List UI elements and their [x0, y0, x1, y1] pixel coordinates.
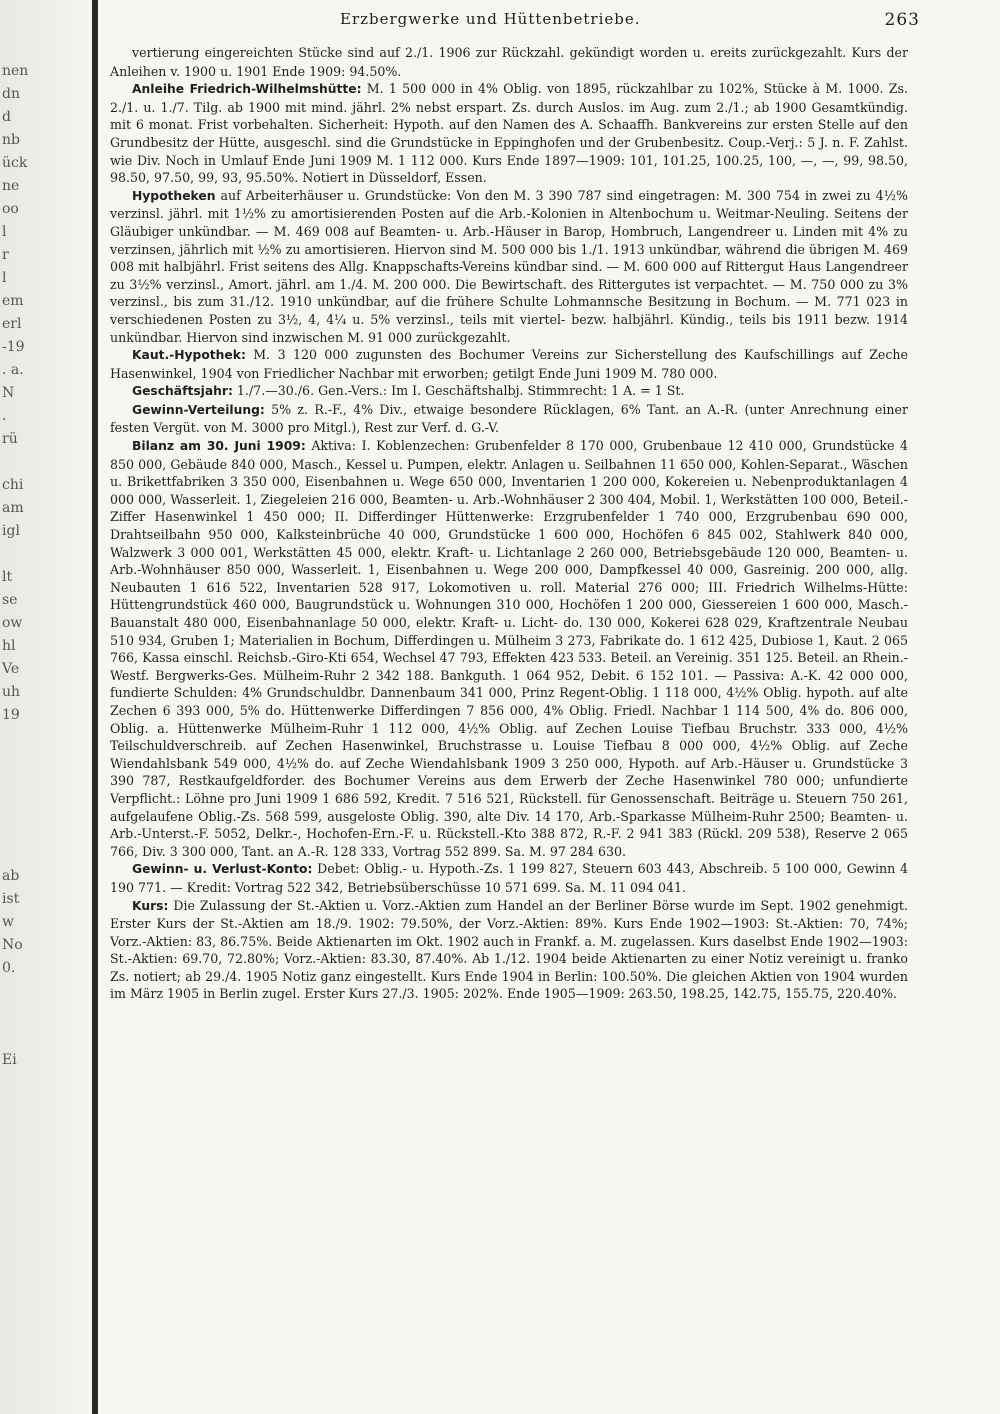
edge-fragment [2, 1095, 68, 1118]
edge-fragment: uh [2, 684, 21, 700]
edge-fragment: ist [2, 891, 20, 907]
edge-fragment: ück [2, 155, 28, 171]
edge-fragment: lt [2, 569, 13, 585]
section-heading: Gewinn- u. Verlust-Konto: [132, 862, 313, 877]
edge-fragment: chi [2, 477, 24, 493]
section-heading: Gewinn-Verteilung: [132, 402, 265, 417]
paragraph: Kurs: Die Zulassung der St.-Aktien u. Vorz.-Aktien zum Handel an der Berliner Börse wurde im Sept. 1902 genehmigt. Erster Kurs der St.-Aktien am 18./9. 1902: 79.50%, der Vorz.-Aktien: 89%. Kurs Ende 1902—1903: St.-Aktien: 70, 74%; Vorz.-Aktien: 83, 86.75%. Beide Aktienarten im Okt. 1902 auch in Frankf. a. M. zugelassen. Kurs daselbst Ende 1902—1903: St.-Aktien: 69.70, 72.80%; Vorz.-Aktien: 83.30, 87.40%. Ab 1./12. 1904 beide Aktienarten zu einer Notiz vereinigt u. franko Zs. notiert; ab 29./4. 1905 Notiz ganz eingestellt. Kurs Ende 1904 in Berlin: 100.50%. Die gleichen Aktien von 1904 wurden im März 1905 in Berlin zugel. Erster Kurs 27./3. 1905: 202%. Ende 1905—1909: 263.50, 198.25, 142.75, 155.75, 220.40%. [110, 897, 908, 1002]
edge-fragment: se [2, 592, 18, 608]
edge-fragment [2, 543, 68, 566]
edge-fragment: dn [2, 86, 20, 102]
edge-fragment: w [2, 914, 14, 930]
edge-fragment [2, 750, 68, 773]
facing-page-fragments [2, 60, 68, 1164]
edge-fragment [2, 842, 68, 865]
section-heading: Hypotheken [132, 188, 216, 203]
edge-fragment [2, 1003, 68, 1026]
paragraph: Gewinn-Verteilung: 5% z. R.-F., 4% Div., etwaige besondere Rücklagen, 6% Tant. an A.-R. (unter Anrechnung einer festen Vergüt. von M. 3000 pro Mitgl.), Rest zur Verf. d. G.-V. [110, 401, 908, 436]
paragraph: Anleihe Friedrich-Wilhelmshütte: M. 1 500 000 in 4% Oblig. von 1895, rückzahlbar zu 102%, Stücke à M. 1000. Zs. 2./1. u. 1./7. Tilg. ab 1900 mit mind. jährl. 2% nebst erspart. Zs. durch Auslos. im Aug. zum 2./1.; ab 1900 Gesamtkündig. mit 6 monat. Frist vorbehalten. Sicherheit: Hypoth. auf den Namen des A. Schaaffh. Bankvereins zur ersten Stelle auf den Grundbesitz der Hütte, ausgeschl. sind die Grundstücke in Eppinghofen und der Grubenbesitz. Coup.-Verj.: 5 J. n. F. Zahlst. wie Div. Noch in Umlauf Ende Juni 1909 M. 1 112 000. Kurs Ende 1897—1909: 101, 101.25, 100.25, 100, —, —, 99, 98.50, 98.50, 97.50, 99, 93, 95.50%. Notiert in Düsseldorf, Essen. [110, 81, 908, 186]
edge-fragment: ab [2, 868, 20, 884]
paragraph: vertierung eingereichten Stücke sind auf 2./1. 1906 zur Rückzahl. gekündigt worden u. ereits zurückgezahlt. Kurs der Anleihen v. 1900 u. 1901 Ende 1909: 94.50%. [110, 45, 908, 79]
edge-fragment: d [2, 109, 11, 125]
edge-fragment: em [2, 293, 24, 309]
edge-fragment: nb [2, 132, 20, 148]
edge-fragment: l [2, 270, 7, 286]
edge-fragment: 19 [2, 707, 20, 723]
section-heading: Kurs: [132, 898, 169, 913]
edge-fragment: N [2, 385, 15, 401]
edge-fragment: hl [2, 638, 16, 654]
section-heading: Geschäftsjahr: [132, 384, 233, 399]
edge-fragment [2, 980, 68, 1003]
edge-fragment: nen [2, 63, 29, 79]
edge-fragment: r [2, 247, 9, 263]
edge-fragment: . [2, 408, 7, 424]
edge-fragment: rü [2, 431, 18, 447]
paragraph: Bilanz am 30. Juni 1909: Aktiva: I. Koblenzechen: Grubenfelder 8 170 000, Grubenbaue 12 410 000, Grundstücke 4 850 000, Gebäude 840 000, Masch., Kessel u. Pumpen, elektr. Anlagen u. Seilbahnen 11 650 000, Kohlen-Separat., Wäschen u. Brikettfabriken 3 350 000, Eisenbahnen u. Wege 650 000, Inventarien 1 200 000, Kokereien u. Nebenproduktanlagen 4 000 000, Wasserleit. 1, Ziegeleien 216 000, Beamten- u. Arb.-Wohnhäuser 2 300 404, Mobil. 1, Werkstätten 100 000, Beteil.-Ziffer Hasenwinkel 1 450 000; II. Differdinger Hüttenwerke: Erzgrubenfelder 1 740 000, Erzgrubenbau 690 000, Drahtseilbahn 950 000, Kalksteinbrüche 40 000, Grundstücke 1 600 000, Hochöfen 6 845 002, Stahlwerk 840 000, Walzwerk 3 000 001, Werkstätten 45 000, elektr. Kraft- u. Lichtanlage 2 260 000, Betriebsgebäude 120 000, Beamten- u. Arb.-Wohnhäuser 850 000, Wasserleit. 1, Eisenbahnen u. Wege 200 000, Dampfkessel 40 000, Gasreinig. 200 000, allg. Neubauten 1 616 522, Inventarien 528 917, Lokomotiven u. roll. Material 276 000; III. Friedrich Wilhelms-Hütte: Hüttengrundstück 460 000, Baugrundstück u. Wohnungen 310 000, Hochöfen 1 200 000, Giessereien 1 600 000, Masch.-Bauanstalt 480 000, Eisenbahnanlage 50 000, elektr. Kraft- u. Licht- do. 130 000, Kokerei 628 029, Kraftzentrale Neubau 510 934, Gruben 1; Materialien in Bochum, Differdingen u. Mülheim 3 273, Fabrikate do. 1 612 425, Dubiose 1, Kaut. 2 065 766, Kassa einschl. Reichsb.-Giro-Kti 654, Wechsel 47 793, Effekten 423 533. Beteil. an Vereinig. 351 125. Beteil. an Rhein.-Westf. Bergwerks-Ges. Mülheim-Ruhr 2 342 188. Bankguth. 1 064 952, Debit. 6 152 101. — Passiva: A.-K. 42 000 000, fundierte Schulden: 4% Grundschuldbr. Dannenbaum 341 000, Prinz Regent-Oblig. 1 118 000, 4½% Oblig. hypoth. auf alte Zechen 6 393 000, 5% do. Hüttenwerke Differdingen 7 856 000, 4% Oblig. Friedl. Nachbar 1 114 500, 4% do. 806 000, Oblig. a. Hüttenwerke Mülheim-Ruhr 1 112 000, 4½% Oblig. auf Zechen Louise Tiefbau Bruchstr. 333 000, 4½% Teilschuldverschreib. auf Zechen Hasenwinkel, Bruchstrasse u. Louise Tiefbau 8 000 000, 4½% Oblig. auf Zeche Wiendahlsbank 549 000, 4½% do. auf Zeche Wiendahlsbank 1909 3 250 000, Hypoth. auf Arb.-Häuser u. Grundstücke 3 390 787, Restkaufgeldforder. des Bochumer Vereins aus dem Erwerb der Zeche Hasenwinkel 780 000; unfundierte Verpflicht.: Löhne pro Juni 1909 1 686 592, Kredit. 7 516 521, Rückstell. für Genossenschaft. Beiträge u. Steuern 750 261, aufgelaufene Oblig.-Zs. 568 599, ausgeloste Oblig. 390, alte Div. 14 170, Arb.-Sparkasse Mülheim-Ruhr 2500; Beamten- u. Arb.-Unterst.-F. 5052, Delkr.-, Hochofen-Ern.-F. u. Rückstell.-Kto 388 872, R.-F. 2 941 383 (Rückl. 209 538), Reserve 2 065 766, Div. 3 300 000, Tant. an A.-R. 128 333, Vortrag 552 899. Sa. M. 97 284 630. [110, 438, 908, 859]
paragraph: Hypotheken auf Arbeiterhäuser u. Grundstücke: Von den M. 3 390 787 sind eingetragen: M. 300 754 in zwei zu 4½% verzinsl. jährl. mit 1½% zu amortisierenden Posten auf die Arb.-Kolonien in Altenbochum u. Weitmar-Neuling. Seitens der Gläubiger unkündbar. — M. 469 008 auf Beamten- u. Arb.-Häuser in Barop, Hombruch, Langendreer u. Linden mit 4% zu verzinsen, jährlich mit ½% zu amortisieren. Hiervon sind M. 500 000 bis 1./1. 1913 unkündbar, während die übrigen M. 469 008 mit halbjährl. Frist seitens des Allg. Knappschafts-Vereins kündbar sind. — M. 600 000 auf Rittergut Haus Langendreer zu 3½% verzinsl., Amort. jährl. am 1./4. M. 200 000. Die Bewirtschaft. des Rittergutes ist verpachtet. — M. 750 000 zu 3% verzinsl., bis zum 31./12. 1910 unkündbar, auf die frühere Schulte Lohmannsche Besitzung in Bochum. — M. 771 023 in verschiedenen Posten zu 3½, 4, 4¼ u. 5% verzinsl., teils mit viertel- bezw. halbjährl. Kündig., teils bis 1911 bezw. 1914 unkündbar. Hiervon sind inzwischen M. 91 000 zurückgezahlt. [110, 187, 908, 345]
paragraph: Gewinn- u. Verlust-Konto: Debet: Oblig.- u. Hypoth.-Zs. 1 199 827, Steuern 603 443, Abschreib. 5 100 000, Gewinn 4 190 771. — Kredit: Vortrag 522 342, Betriebsüberschüsse 10 571 699. Sa. M. 11 094 041. [110, 861, 908, 895]
section-heading: Anleihe Friedrich-Wilhelmshütte: [132, 82, 362, 97]
edge-fragment [2, 773, 68, 796]
edge-fragment [2, 1118, 68, 1141]
section-heading: Kaut.-Hypothek: [132, 348, 246, 363]
edge-fragment: Ve [2, 661, 20, 677]
edge-fragment: ne [2, 178, 20, 194]
edge-fragment [2, 819, 68, 842]
paragraph: Geschäftsjahr: 1./7.—30./6. Gen.-Vers.: Im I. Geschäftshalbj. Stimmrecht: 1 A. = 1 St. [132, 383, 685, 399]
edge-fragment [2, 1072, 68, 1095]
paragraph: Kaut.-Hypothek: M. 3 120 000 zugunsten des Bochumer Vereins zur Sicherstellung des Kaufschillings auf Zeche Hasenwinkel, 1904 von Friedlicher Nachbar mit erworben; getilgt Ende Juni 1909 M. 780 000. [110, 347, 908, 381]
edge-fragment: No [2, 937, 23, 953]
page-number: 263 [884, 10, 920, 30]
binding-gutter [92, 0, 98, 1414]
edge-fragment [2, 1026, 68, 1049]
edge-fragment [2, 796, 68, 819]
edge-fragment [2, 1141, 68, 1164]
edge-fragment [2, 451, 68, 474]
section-heading: Bilanz am 30. Juni 1909: [132, 439, 306, 454]
edge-fragment: igl [2, 523, 20, 539]
edge-fragment: 0. [2, 960, 16, 976]
article-body [110, 44, 908, 1003]
edge-fragment: -19 [2, 339, 25, 355]
edge-fragment: ow [2, 615, 23, 631]
edge-fragment: l [2, 224, 7, 240]
edge-fragment: oo [2, 201, 19, 217]
edge-fragment: . a. [2, 362, 24, 378]
edge-fragment [2, 727, 68, 750]
running-title: Erzbergwerke und Hüttenbetriebe. [340, 10, 641, 28]
edge-fragment: Ei [2, 1052, 17, 1068]
edge-fragment: erl [2, 316, 22, 332]
edge-fragment: am [2, 500, 24, 516]
